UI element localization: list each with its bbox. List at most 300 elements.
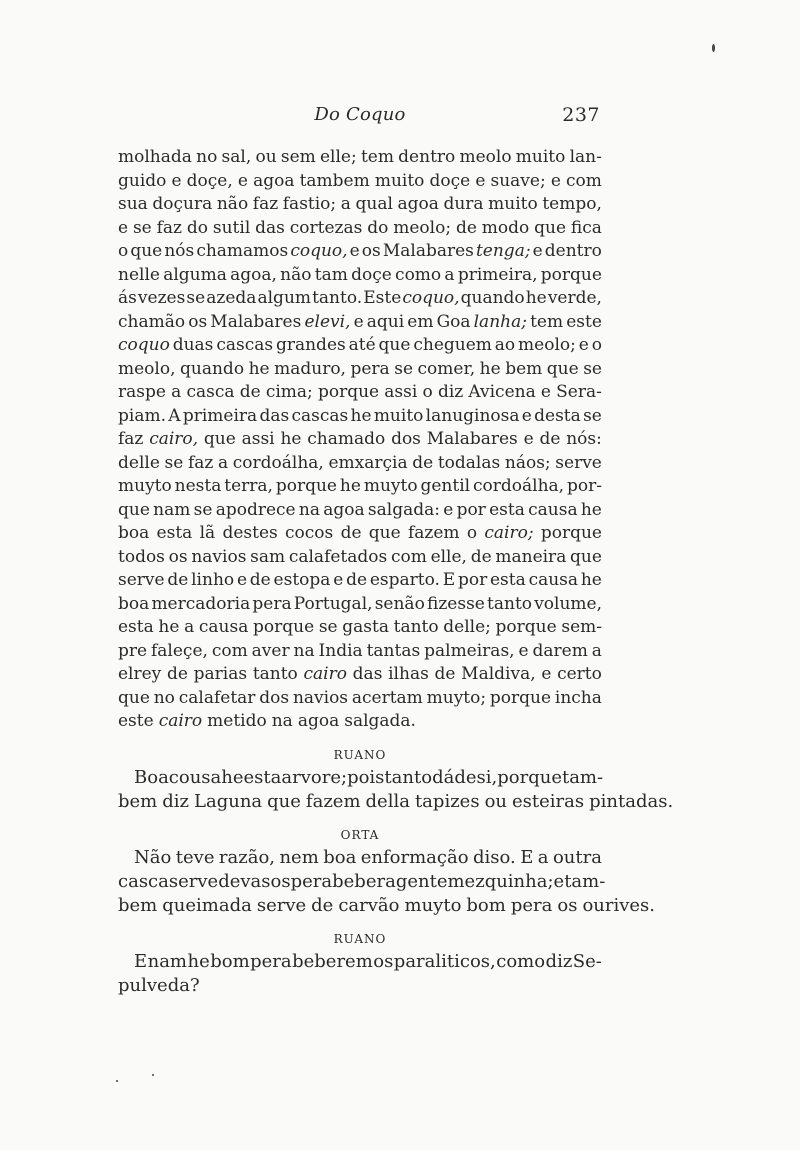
word: Boa — [134, 766, 169, 788]
word: aver — [251, 640, 290, 661]
word: delle; — [443, 617, 491, 637]
word: sua — [118, 194, 148, 214]
word: he — [280, 429, 302, 449]
word: cordoálha, — [232, 452, 324, 473]
word: he — [525, 288, 547, 308]
text-line — [118, 311, 602, 335]
word: pera — [350, 358, 390, 379]
word: ás — [118, 288, 137, 308]
main-paragraph — [118, 146, 602, 734]
word: assi — [241, 429, 275, 449]
body-text — [118, 146, 674, 1006]
paper-speck — [152, 1074, 154, 1076]
word: duas — [172, 335, 214, 355]
word: he — [158, 617, 180, 637]
word: na — [293, 640, 315, 661]
word: Avicena — [468, 382, 536, 402]
paper-speck — [116, 1080, 118, 1082]
speaker-heading: ORTA — [340, 827, 380, 842]
word: o — [466, 523, 478, 543]
word: com — [211, 640, 248, 661]
word: a — [218, 452, 229, 473]
text-line — [118, 687, 602, 711]
word: incha — [554, 687, 602, 708]
word: he — [479, 358, 501, 379]
word: vezes — [137, 288, 186, 308]
word: navios — [292, 687, 349, 708]
word: tanto — [384, 766, 433, 788]
word: se — [583, 405, 602, 426]
word: se — [394, 358, 414, 379]
word: faz — [118, 429, 144, 449]
word: parias — [193, 664, 248, 684]
word: razão, — [218, 846, 276, 868]
word: terra, — [224, 476, 273, 496]
word: mezquinha; — [447, 870, 554, 892]
word: todos — [118, 546, 165, 567]
word: nelle — [118, 264, 160, 285]
italic-word: cairo — [158, 711, 203, 731]
word: que — [534, 217, 567, 238]
word: tempo, — [542, 194, 602, 214]
word: tanto — [487, 593, 533, 614]
paper-speck — [712, 44, 715, 52]
word: carvão — [338, 894, 400, 916]
word: pera — [252, 593, 292, 614]
word: de — [539, 429, 561, 449]
word: porque — [489, 687, 552, 708]
word: e — [550, 170, 561, 191]
word: E — [442, 570, 456, 590]
word: bem — [118, 894, 158, 916]
word: Não — [134, 846, 172, 868]
word: boa — [118, 593, 150, 614]
word: qual — [355, 194, 393, 214]
text-line — [118, 499, 602, 523]
text-line — [118, 217, 602, 241]
word: Laguna — [194, 790, 263, 812]
word: azeda — [206, 288, 257, 308]
word: os — [168, 546, 188, 567]
italic-word: lanha; — [473, 311, 527, 332]
word: calafetar — [178, 687, 256, 708]
word: elle; — [319, 147, 357, 167]
word: Goa — [436, 311, 471, 332]
word: algum — [257, 288, 312, 308]
word: até — [348, 335, 376, 355]
word: por — [456, 499, 486, 520]
word: he — [248, 358, 270, 379]
word: muyto — [118, 476, 172, 496]
word: senão — [374, 593, 425, 614]
word: metido — [207, 711, 267, 731]
word: modo — [481, 217, 530, 238]
word: como — [395, 264, 442, 285]
word: dá — [432, 766, 455, 788]
word: esta — [243, 766, 282, 788]
word: quando — [460, 288, 525, 308]
word: e — [521, 405, 532, 426]
word: ou — [484, 790, 508, 812]
word: vasos — [240, 870, 291, 892]
word: sem — [280, 147, 316, 167]
word: de — [470, 546, 492, 567]
word: no — [153, 687, 175, 708]
word: náos; — [504, 452, 551, 473]
word: dentro — [398, 147, 456, 167]
word: agoa — [297, 711, 340, 731]
word: Malabares — [426, 429, 518, 449]
word: beber — [332, 870, 386, 892]
word: volume, — [534, 593, 602, 614]
text-line — [118, 264, 602, 288]
text-line — [118, 475, 602, 499]
word: de — [455, 217, 477, 238]
word: serve — [555, 452, 602, 473]
word: tanto. — [312, 288, 363, 308]
italic-word: cairo, — [149, 429, 199, 449]
word: boa — [323, 846, 357, 868]
word: gente — [395, 870, 448, 892]
speech-paragraph — [118, 950, 602, 998]
word: tanto — [393, 617, 439, 637]
word: verde, — [547, 288, 602, 308]
word: tam- — [564, 870, 606, 892]
word: serve — [118, 570, 165, 590]
word: na — [271, 711, 293, 731]
word: fica — [570, 217, 602, 238]
word: pera — [290, 870, 333, 892]
word: boa — [118, 523, 150, 543]
word: e — [518, 640, 529, 661]
word: cousa — [168, 766, 222, 788]
word: meolo; — [518, 335, 576, 355]
italic-word: tenga; — [475, 241, 531, 261]
word: de — [412, 452, 434, 473]
word: porque — [540, 523, 602, 543]
word: sam — [250, 546, 286, 567]
word: maneira — [495, 546, 567, 567]
word: meolo, — [118, 358, 176, 379]
speaker-heading: RUANO — [333, 747, 387, 762]
text-line — [118, 334, 602, 358]
speaker-heading: RUANO — [333, 931, 387, 946]
word: cascas — [291, 405, 349, 426]
text-line — [118, 974, 602, 998]
word: de — [167, 570, 189, 590]
word: a — [340, 194, 351, 214]
word: na — [298, 499, 320, 520]
word: fizesse — [426, 593, 485, 614]
word: todalas — [437, 452, 501, 473]
word: sem- — [561, 617, 602, 637]
word: faz — [187, 452, 214, 473]
word: das — [259, 405, 290, 426]
word: no — [196, 147, 218, 167]
word: se — [318, 617, 338, 637]
word: navios — [191, 546, 247, 567]
word: linho — [191, 570, 235, 590]
word: India — [318, 640, 363, 661]
word: a — [444, 264, 455, 285]
word: bem — [118, 790, 158, 812]
word: porque — [497, 766, 562, 788]
word: que — [118, 499, 150, 520]
italic-word: coquo, — [290, 241, 348, 261]
text-line — [118, 710, 602, 734]
word: pre — [118, 640, 148, 661]
word: meolo; — [393, 217, 452, 238]
word: comer, — [417, 358, 476, 379]
word: e — [171, 170, 182, 191]
word: Sera- — [556, 382, 602, 402]
word: elle, — [430, 546, 467, 567]
text-line — [118, 146, 602, 170]
word: esteiras — [512, 790, 585, 812]
word: alguma — [163, 264, 227, 285]
word: do — [367, 217, 389, 238]
word: faz — [252, 194, 279, 214]
text-line — [118, 452, 602, 476]
running-head — [118, 104, 602, 132]
word: não — [280, 264, 312, 285]
word: calafetados — [288, 546, 388, 567]
word: e — [553, 870, 565, 892]
word: ilhas — [388, 664, 429, 684]
word: os — [188, 311, 208, 332]
word: porque — [317, 382, 380, 402]
word: meolo — [459, 147, 512, 167]
text-line — [118, 546, 602, 570]
word: salgada: — [367, 499, 440, 520]
word: das — [352, 664, 383, 684]
text-line — [118, 950, 602, 974]
word: a — [171, 382, 182, 402]
word: a — [385, 870, 396, 892]
word: que — [378, 335, 411, 355]
word: que — [570, 546, 602, 567]
word: cheguem — [413, 335, 492, 355]
word: os — [557, 894, 578, 916]
word: tanto — [252, 664, 298, 684]
word: e — [333, 570, 344, 590]
word: muyto; — [426, 687, 487, 708]
word: não — [216, 194, 249, 214]
text-line — [118, 287, 602, 311]
word: lan- — [569, 147, 602, 167]
text-line — [118, 766, 602, 790]
word: de — [167, 664, 188, 684]
word: primeira, — [457, 264, 538, 285]
word: destes — [222, 523, 278, 543]
word: agoa, — [230, 264, 277, 285]
word: esta — [156, 523, 193, 543]
text-line — [118, 663, 602, 687]
word: e — [443, 499, 454, 520]
word: aqui — [366, 311, 405, 332]
word: este — [566, 311, 602, 332]
word: assi — [384, 382, 418, 402]
word: o — [591, 335, 602, 355]
word: de — [249, 570, 271, 590]
word: diz — [437, 382, 464, 402]
text-line — [118, 616, 602, 640]
word: que — [368, 523, 401, 543]
word: A — [168, 405, 181, 426]
word: grandes — [275, 335, 346, 355]
word: e — [349, 241, 360, 261]
word: cortezas — [289, 217, 363, 238]
word: he — [580, 499, 602, 520]
word: como — [496, 950, 546, 972]
word: causa — [528, 499, 578, 520]
word: porque — [540, 264, 602, 285]
word: della — [365, 790, 410, 812]
word: pois — [347, 766, 385, 788]
word: e — [541, 664, 552, 684]
text-line — [118, 358, 602, 382]
word: por- — [566, 476, 602, 496]
word: cascas — [216, 335, 274, 355]
word: tam- — [561, 766, 604, 788]
word: se — [132, 217, 152, 238]
word: esparto. — [369, 570, 440, 590]
word: he — [221, 766, 244, 788]
text-line — [118, 381, 602, 405]
word: porque — [495, 617, 557, 637]
word: e — [236, 570, 247, 590]
word: raspe — [118, 382, 166, 402]
text-line — [118, 790, 674, 814]
word: tantas — [366, 640, 421, 661]
italic-word: elevi, — [304, 311, 351, 332]
word: chamão — [118, 311, 186, 332]
word: tambem — [299, 170, 370, 191]
word: dos — [391, 429, 421, 449]
word: cocos — [285, 523, 334, 543]
word: muito — [488, 194, 538, 214]
word: nós: — [566, 429, 602, 449]
word: mercadoria — [151, 593, 251, 614]
word: o — [118, 241, 129, 261]
word: esta — [118, 617, 154, 637]
word: lanuginosa — [425, 405, 520, 426]
word: Se- — [572, 950, 602, 972]
word: diz — [545, 950, 573, 972]
word: muito — [515, 147, 566, 167]
text-line — [118, 193, 602, 217]
word: si, — [476, 766, 498, 788]
word: salgada. — [344, 711, 416, 731]
word: gentil — [420, 476, 471, 496]
word: causa — [528, 570, 579, 590]
word: palmeiras, — [424, 640, 515, 661]
word: he — [580, 570, 602, 590]
word: serve — [168, 870, 219, 892]
italic-word: cairo — [303, 664, 347, 684]
word: se — [186, 288, 206, 308]
word: acertam — [351, 687, 423, 708]
text-line — [118, 870, 606, 894]
word: piam. — [118, 405, 166, 426]
word: E — [134, 950, 148, 972]
word: quando — [180, 358, 245, 379]
word: gasta — [342, 617, 389, 637]
word: e — [118, 217, 129, 238]
word: dos — [259, 687, 290, 708]
word: desta — [534, 405, 581, 426]
word: pintadas. — [589, 790, 674, 812]
word: muyto — [363, 476, 418, 496]
word: se — [193, 499, 213, 520]
page-number: 237 — [562, 104, 600, 126]
word: pulveda? — [118, 974, 200, 996]
word: diz — [162, 790, 190, 812]
word: he — [350, 405, 372, 426]
word: ourives. — [582, 894, 656, 916]
word: e — [353, 311, 364, 332]
word: de — [239, 382, 261, 402]
word: em — [407, 311, 434, 332]
word: fastio; — [282, 194, 337, 214]
word: tapizes — [414, 790, 480, 812]
word: queimada — [162, 894, 252, 916]
text-line — [118, 405, 602, 429]
word: guido — [118, 170, 167, 191]
word: sutil — [212, 217, 251, 238]
word: bem — [505, 358, 543, 379]
word: fazem — [305, 790, 361, 812]
word: primeira — [182, 405, 258, 426]
text-line — [118, 428, 602, 452]
word: doçe — [351, 264, 392, 285]
italic-word: cairo; — [484, 523, 534, 543]
word: se — [583, 358, 602, 379]
word: por — [457, 570, 488, 590]
word: emxarçia — [328, 452, 408, 473]
word: Maldiva, — [461, 664, 536, 684]
word: de — [218, 870, 241, 892]
word: nam — [147, 950, 188, 972]
word: e — [523, 429, 534, 449]
word: nós — [164, 241, 195, 261]
word: E — [520, 846, 534, 868]
word: que — [203, 429, 236, 449]
word: dura — [443, 194, 484, 214]
word: sal, — [221, 147, 252, 167]
word: suave; — [490, 170, 546, 191]
word: muito — [374, 170, 425, 191]
word: que — [118, 687, 150, 708]
word: e — [475, 170, 486, 191]
word: muito — [373, 405, 424, 426]
word: de — [340, 523, 362, 543]
word: tem — [360, 147, 394, 167]
text-line — [118, 569, 602, 593]
word: nam — [153, 499, 191, 520]
word: os — [361, 241, 381, 261]
word: com — [390, 546, 427, 567]
word: pera — [510, 894, 553, 916]
word: bom — [466, 894, 506, 916]
dialogue — [118, 744, 674, 998]
word: delle — [118, 452, 160, 473]
running-head-title: Do Coquo — [314, 104, 406, 125]
word: com — [565, 170, 602, 191]
word: apodrece — [215, 499, 296, 520]
italic-word: coquo, — [402, 288, 460, 308]
word: darem — [532, 640, 588, 661]
